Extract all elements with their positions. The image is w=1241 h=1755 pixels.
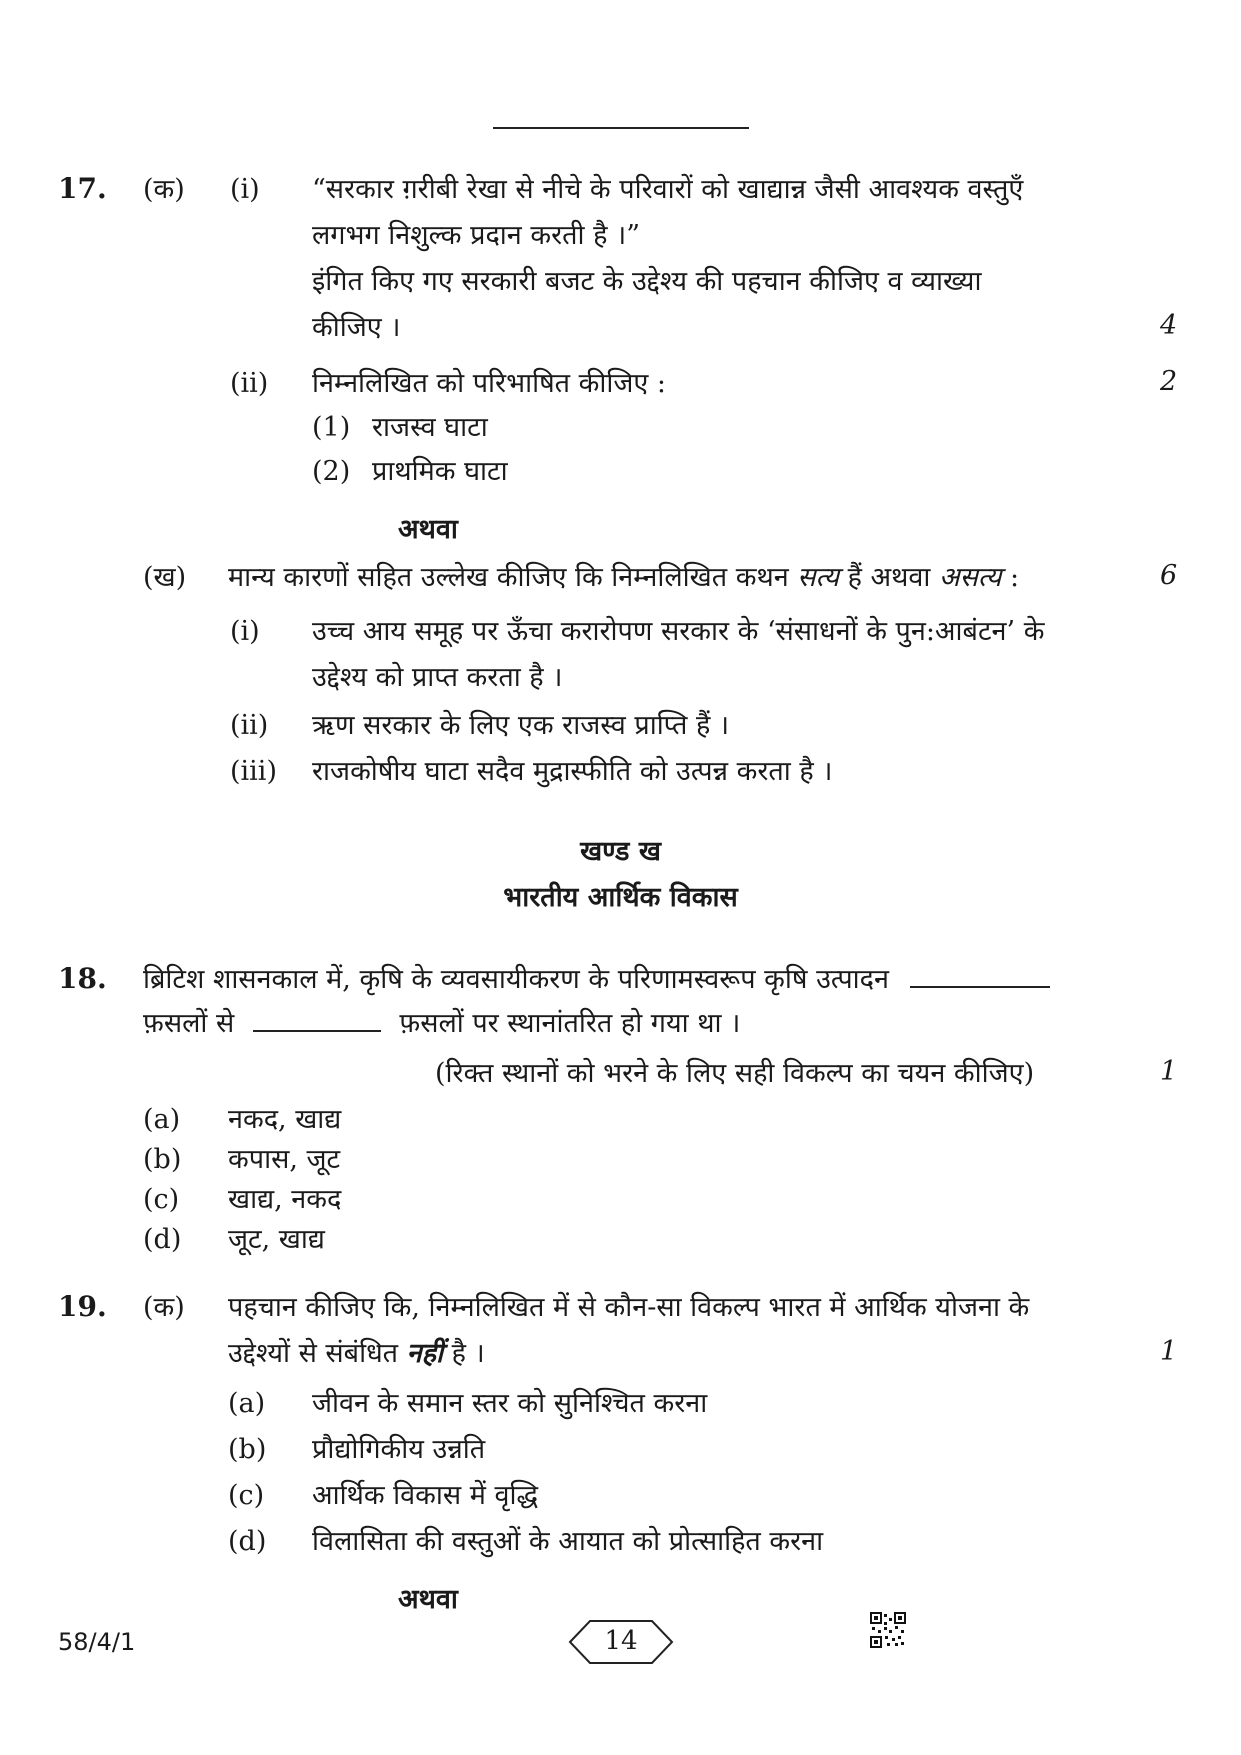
- q17-ii-label: (ii): [230, 368, 269, 399]
- q19-option-text: जीवन के समान स्तर को सुनिश्चित करना: [312, 1388, 708, 1419]
- q19-line2-em: नहीं: [406, 1338, 443, 1369]
- q17-i-line2: लगभग निशुल्क प्रदान करती है ।”: [312, 220, 641, 251]
- q17-b-item-line1: उच्च आय समूह पर ऊँचा करारोपण सरकार के ‘संसाधनों के पुन:आबंटन’ के: [312, 616, 1045, 647]
- q19-option-text: आर्थिक विकास में वृद्धि: [312, 1480, 539, 1511]
- page-number-badge: [568, 1618, 674, 1666]
- q17-b-item-line2: उद्देश्य को प्राप्त करता है ।: [312, 662, 563, 693]
- q17-b-text-end: :: [1001, 562, 1020, 593]
- section-heading: खण्ड ख: [580, 836, 661, 867]
- qr-code-icon: [870, 1612, 906, 1648]
- q19-option-label: (d): [228, 1526, 267, 1557]
- q17-b-statement: [228, 556, 1019, 600]
- section-subheading: भारतीय आर्थिक विकास: [503, 882, 738, 913]
- q18-line2: [143, 1002, 740, 1046]
- q17-i-line3: इंगित किए गए सरकारी बजट के उद्देश्य की पहचान कीजिए व व्याख्या: [312, 266, 982, 297]
- q19-option-label: (c): [228, 1480, 265, 1511]
- top-rule: [493, 127, 749, 129]
- q17-i-label: (i): [230, 174, 260, 205]
- q18-option-text: खाद्य, नकद: [228, 1184, 342, 1215]
- q18-blank-2: [253, 1004, 381, 1032]
- q19-marks: 1: [1160, 1336, 1178, 1367]
- q19-or-label: अथवा: [398, 1584, 458, 1615]
- paper-code: 58/4/1: [58, 1628, 136, 1656]
- q18-blank-1: [910, 960, 1050, 988]
- q19-number: 19.: [58, 1290, 107, 1323]
- q18-option-text: कपास, जूट: [228, 1144, 341, 1175]
- q17-b-item-label: (iii): [230, 756, 277, 787]
- page-number: 14: [604, 1626, 638, 1656]
- q18-option-label: (b): [143, 1144, 182, 1175]
- q18-marks: 1: [1160, 1056, 1178, 1087]
- q17-ii-item-label: (1): [312, 412, 351, 443]
- q17-or-label: अथवा: [398, 514, 458, 545]
- q17-i-line4: कीजिए ।: [312, 312, 401, 343]
- q17-part-a-label: (क): [143, 174, 185, 205]
- q18-line1: [143, 958, 1050, 1002]
- q17-ii-item-label: (2): [312, 456, 351, 487]
- q19-option-text: विलासिता की वस्तुओं के आयात को प्रोत्साहित करना: [312, 1526, 824, 1557]
- q17-b-false: असत्य: [939, 562, 1002, 593]
- q19-line1: पहचान कीजिए कि, निम्नलिखित में से कौन-सा विकल्प भारत में आर्थिक योजना के: [228, 1292, 1030, 1323]
- q18-option-label: (d): [143, 1224, 182, 1255]
- q17-ii-item-text: राजस्व घाटा: [372, 412, 488, 443]
- q19-line2-pre: उद्देश्यों से संबंधित: [228, 1338, 407, 1369]
- q17-number: 17.: [58, 172, 107, 205]
- q18-option-label: (c): [143, 1184, 180, 1215]
- q17-b-text-pre: मान्य कारणों सहित उल्लेख कीजिए कि निम्नलिखित कथन: [228, 562, 798, 593]
- q18-number: 18.: [58, 962, 107, 995]
- q17-b-item-line1: राजकोषीय घाटा सदैव मुद्रास्फीति को उत्पन्न करता है ।: [312, 756, 833, 787]
- q18-line2-pre: फ़सलों से: [143, 1008, 235, 1039]
- q17-b-true: सत्य: [797, 562, 840, 593]
- q19-part-a-label: (क): [143, 1292, 185, 1323]
- q17-ii-text: निम्नलिखित को परिभाषित कीजिए :: [312, 368, 667, 399]
- q18-option-label: (a): [143, 1104, 181, 1135]
- q19-option-label: (b): [228, 1434, 267, 1465]
- q19-line2-post: है ।: [442, 1338, 485, 1369]
- q17-b-item-line1: ऋण सरकार के लिए एक राजस्व प्राप्ति हैं ।: [312, 710, 730, 741]
- q17-i-marks: 4: [1160, 310, 1178, 341]
- q18-option-text: नकद, खाद्य: [228, 1104, 342, 1135]
- q17-b-item-label: (i): [230, 616, 260, 647]
- q19-option-text: प्रौद्योगिकीय उन्नति: [312, 1434, 486, 1465]
- q18-option-text: जूट, खाद्य: [228, 1224, 325, 1255]
- q17-b-text-mid: हैं अथवा: [839, 562, 940, 593]
- q18-line1-text: ब्रिटिश शासनकाल में, कृषि के व्यवसायीकरण के परिणामस्वरूप कृषि उत्पादन: [143, 964, 890, 995]
- q17-b-item-label: (ii): [230, 710, 269, 741]
- q19-line2: [228, 1332, 485, 1376]
- q18-line2-post: फ़सलों पर स्थानांतरित हो गया था ।: [399, 1008, 741, 1039]
- q17-part-b-label: (ख): [143, 562, 187, 593]
- q19-option-label: (a): [228, 1388, 266, 1419]
- q17-b-marks: 6: [1160, 560, 1178, 591]
- q17-i-line1: “सरकार ग़रीबी रेखा से नीचे के परिवारों को खाद्यान्न जैसी आवश्यक वस्तुएँ: [312, 174, 1024, 205]
- q17-ii-item-text: प्राथमिक घाटा: [372, 456, 508, 487]
- q18-instruction: (रिक्त स्थानों को भरने के लिए सही विकल्प का चयन कीजिए): [435, 1058, 1035, 1089]
- q17-ii-marks: 2: [1160, 366, 1178, 397]
